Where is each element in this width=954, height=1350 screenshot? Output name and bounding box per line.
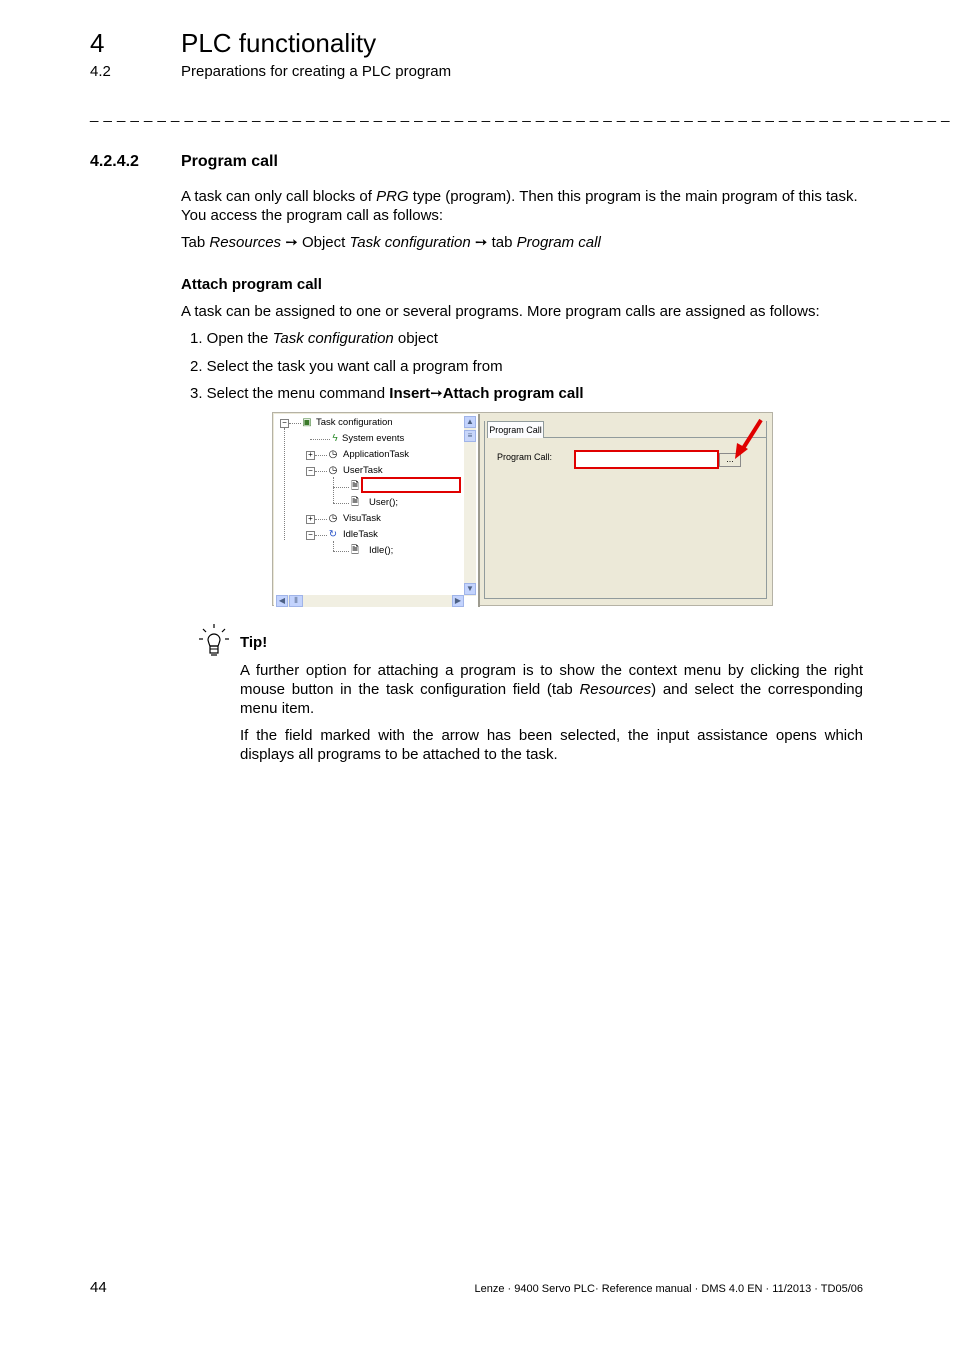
refresh-icon: ↻ xyxy=(328,529,338,540)
clock-icon: ◷ xyxy=(328,465,338,476)
subsection-number: 4.2.4.2 xyxy=(90,153,139,170)
expand-icon[interactable]: + xyxy=(306,515,315,524)
footer-text: Lenze · 9400 Servo PLC· Reference manual · DMS 4.0 EN · 11/2013 · TD05/06 xyxy=(474,1283,863,1295)
new-program-call-highlight[interactable] xyxy=(361,477,461,493)
step-1: 1. Open the Task configuration object xyxy=(190,330,438,347)
tip-paragraph-1: A further option for attaching a program is to show the context menu by clicking the right mouse button in the task configuration field (tab Resources) and select the corresponding menu item. xyxy=(240,662,863,717)
clock-icon: ◷ xyxy=(328,449,338,460)
tree-item-user-task[interactable]: UserTask xyxy=(343,465,383,476)
step-3: 3. Select the menu command Insert➙Attach program call xyxy=(190,385,584,402)
expand-icon[interactable]: + xyxy=(306,451,315,460)
tree-item-application-task[interactable]: ApplicationTask xyxy=(343,449,410,460)
program-call-input[interactable] xyxy=(574,450,719,469)
scroll-down-icon[interactable]: ▼ xyxy=(464,583,476,595)
tree-item-system-events[interactable]: System events xyxy=(342,433,405,444)
task-tree xyxy=(274,414,480,607)
tree-item-visu-task[interactable]: VisuTask xyxy=(343,513,381,524)
intro-paragraph: A task can only call blocks of PRG type (program). Then this program is the main program of this task. You access the program call as follows: xyxy=(181,188,858,224)
step-2: 2. Select the task you want call a program from xyxy=(190,358,503,375)
chapter-title: PLC functionality xyxy=(181,28,377,58)
lightbulb-icon xyxy=(198,623,234,659)
lightning-icon: ϟ xyxy=(332,433,338,444)
horizontal-scrollbar[interactable] xyxy=(276,595,464,607)
tab-panel xyxy=(484,421,767,599)
scroll-left-icon[interactable]: ◀ xyxy=(276,595,288,607)
attach-text: A task can be assigned to one or several programs. More program calls are assigned as follows: xyxy=(181,303,820,320)
section-number: 4.2 xyxy=(90,63,111,80)
scroll-up-icon[interactable]: ▲ xyxy=(464,416,476,428)
scroll-thumb[interactable]: ≡ xyxy=(464,430,476,442)
scroll-thumb[interactable]: ⦀ xyxy=(289,595,303,607)
collapse-icon[interactable]: − xyxy=(306,467,315,476)
scroll-right-icon[interactable]: ▶ xyxy=(452,595,464,607)
browse-button[interactable]: ... xyxy=(719,453,741,467)
program-icon: 🗎 xyxy=(350,497,360,508)
access-path: Tab Resources ➙ Object Task configuration ➙ tab Program call xyxy=(181,234,601,251)
tab-program-call[interactable]: Program Call xyxy=(487,421,544,438)
tip-paragraph-2: If the field marked with the arrow has been selected, the input assistance opens which displays all programs to be attached to the task. xyxy=(240,727,863,763)
tree-item-task-configuration[interactable]: Task configuration xyxy=(316,417,393,428)
tree-item-user-call[interactable]: User(); xyxy=(369,497,399,508)
collapse-icon[interactable]: − xyxy=(306,531,315,540)
red-arrow-icon xyxy=(733,417,765,459)
clock-icon: ◷ xyxy=(328,513,338,524)
page-number: 44 xyxy=(90,1279,107,1296)
program-icon: 🗎 xyxy=(350,481,360,492)
chapter-number: 4 xyxy=(90,28,105,58)
tree-item-idle-call[interactable]: Idle(); xyxy=(369,545,394,556)
program-call-label: Program Call: xyxy=(497,452,553,462)
task-configuration-screenshot xyxy=(272,412,773,606)
tree-item-idle-task[interactable]: IdleTask xyxy=(343,529,378,540)
header-rule: _ _ _ _ _ _ _ _ _ _ _ _ _ _ _ _ _ _ _ _ _ _ _ _ _ _ _ _ _ _ _ _ _ _ _ _ _ _ _ _ _ _ _ _ _ _ _ _ _ _ _ _ _ _ _ _ _ _ _ _ _ _ _ _ xyxy=(90,106,950,123)
tip-label: Tip! xyxy=(240,634,268,651)
attach-heading: Attach program call xyxy=(181,276,322,293)
program-icon: 🗎 xyxy=(350,545,360,556)
vertical-scrollbar[interactable] xyxy=(464,416,476,596)
task-config-icon: ▣ xyxy=(302,417,312,428)
section-title: Preparations for creating a PLC program xyxy=(181,63,452,80)
subsection-title: Program call xyxy=(181,153,278,170)
collapse-icon[interactable]: − xyxy=(280,419,289,428)
